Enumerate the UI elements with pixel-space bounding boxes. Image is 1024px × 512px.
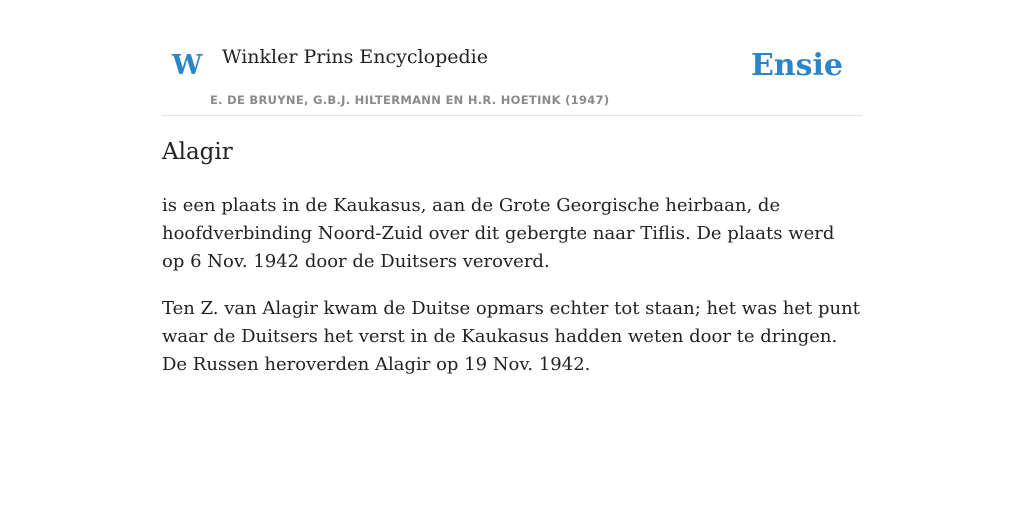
- source-header: [162, 0, 862, 116]
- source-authors: E. DE BRUYNE, G.B.J. HILTERMANN EN H.R. HOETINK (1947): [210, 93, 610, 107]
- content-container: [162, 0, 862, 375]
- source-title[interactable]: Winkler Prins Encyclopedie: [222, 46, 488, 68]
- article-title: Alagir: [162, 139, 233, 165]
- article-paragraph-1: is een plaats in de Kaukasus, aan de Grote Georgische heirbaan, de hoofdverbinding Noord-Zuid over dit gebergte naar Tiflis. De plaats werd op 6 Nov. 1942 door de Duitsers veroverd.: [162, 195, 835, 272]
- article-paragraph-2: Ten Z. van Alagir kwam de Duitse opmars echter tot staan; het was het punt waar de Duitsers het verst in de Kaukasus hadden weten door te dringen. De Russen heroverden Alagir op 19 Nov. 1942.: [162, 298, 860, 375]
- ensie-logo-link[interactable]: Ensie: [750, 48, 843, 83]
- source-logo-link[interactable]: W: [172, 50, 203, 81]
